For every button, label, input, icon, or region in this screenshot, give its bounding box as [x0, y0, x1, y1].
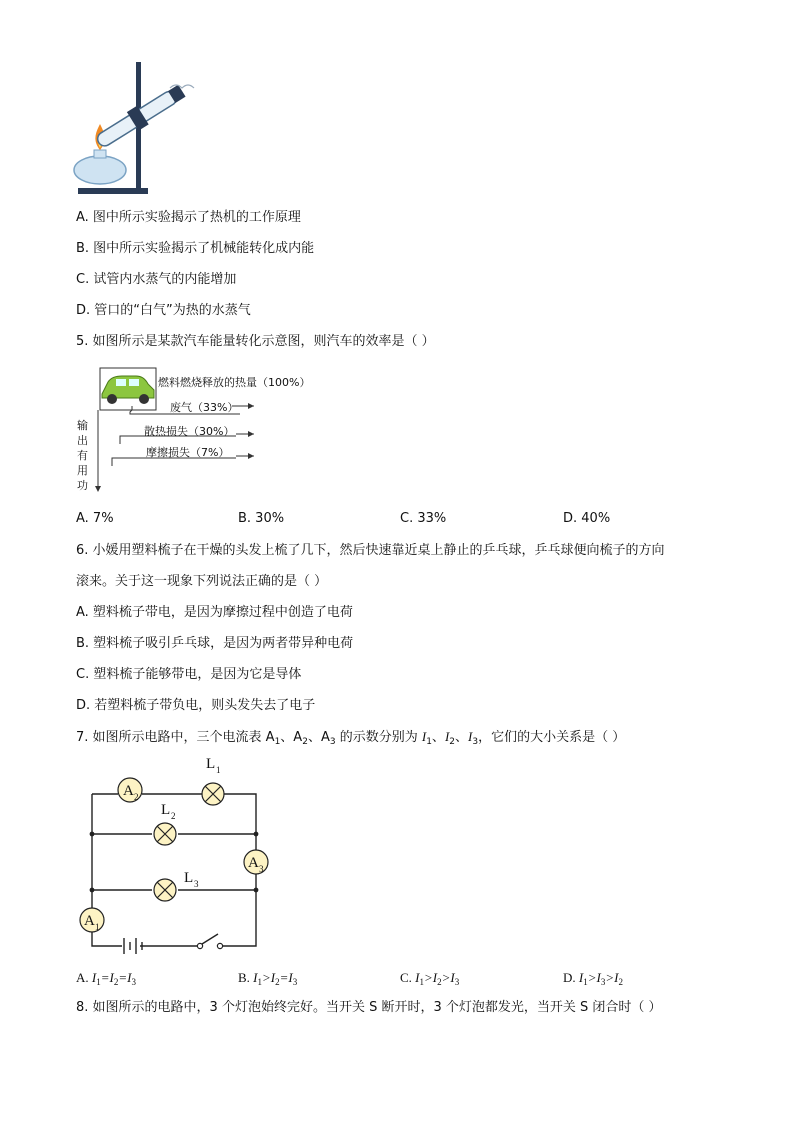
q7-option-c: C. $I_1>I_2>I_3$	[400, 970, 460, 987]
circuit-diagram-q7	[74, 750, 274, 960]
q5-option-b: B. 30%	[238, 511, 285, 526]
node-dot	[254, 888, 259, 893]
q6-option-a: A. 塑料梳子带电，是因为摩擦过程中创造了电荷	[76, 605, 353, 620]
lamp-l3	[154, 870, 199, 901]
friction-arrowhead-icon	[248, 453, 254, 459]
heat-loss-label: 散热损失（30%）	[144, 425, 235, 438]
q6-option-d: D. 若塑料梳子带负电，则头发失去了电子	[76, 698, 316, 713]
friction-label: 摩擦损失（7%）	[146, 446, 230, 459]
svg-text:1: 1	[216, 765, 221, 775]
useful-work-char: 功	[77, 479, 88, 492]
svg-text:A: A	[248, 855, 259, 871]
q7-option-d: D. $I_1>I_3>I_2$	[563, 970, 623, 987]
svg-text:1: 1	[95, 922, 100, 932]
q4-option-b: B. 图中所示实验揭示了机械能转化成内能	[76, 241, 315, 256]
exhaust-arrowhead-icon	[248, 403, 254, 409]
svg-text:2: 2	[171, 811, 176, 821]
friction-bracket	[112, 458, 236, 466]
q7-option-b: B. $I_1>I_2=I_3$	[238, 970, 298, 987]
ammeter-a3	[244, 850, 268, 874]
svg-text:2: 2	[134, 792, 139, 802]
q8-stem: 8. 如图所示的电路中，3 个灯泡始终完好。当开关 S 断开时，3 个灯泡都发光，当开关 S 闭合时（ ）	[76, 1000, 662, 1015]
useful-work-char: 用	[77, 464, 88, 477]
q7-option-a: A. $I_1=I_2=I_3$	[76, 970, 136, 987]
q4-option-d: D. 管口的“白气”为热的水蒸气	[76, 303, 251, 318]
svg-text:3: 3	[259, 864, 264, 874]
node-dot	[90, 832, 95, 837]
q7-stem: 7. 如图所示电路中，三个电流表 $A_1$、$A_2$、$A_3$ 的示数分别为 $I_1$、$I_2$、$I_3$，它们的大小关系是（ ）	[76, 729, 626, 747]
steam-icon	[170, 85, 194, 88]
svg-text:L: L	[161, 802, 171, 818]
svg-text:L: L	[206, 756, 216, 772]
node-dot	[254, 832, 259, 837]
q5-stem: 5. 如图所示是某款汽车能量转化示意图，则汽车的效率是（ ）	[76, 334, 435, 349]
switch-icon	[197, 934, 222, 949]
ammeter-a2	[118, 778, 142, 802]
battery-icon	[124, 938, 142, 954]
node-dot	[90, 888, 95, 893]
q4-option-a: A. 图中所示实验揭示了热机的工作原理	[76, 210, 301, 225]
q5-option-a: A. 7%	[76, 511, 114, 526]
useful-work-char: 有	[77, 449, 88, 462]
lamp-l1	[202, 756, 224, 805]
svg-text:3: 3	[194, 879, 199, 889]
q6-option-c: C. 塑料梳子能够带电，是因为它是导体	[76, 667, 302, 682]
useful-work-char: 输	[77, 419, 88, 432]
svg-text:L: L	[184, 870, 194, 886]
svg-text:A: A	[123, 783, 134, 799]
lamp-neck	[94, 150, 106, 158]
lamp-body	[74, 156, 126, 184]
ammeter-a1	[80, 908, 104, 932]
useful-work-char: 出	[77, 434, 88, 447]
q6-stem-line2: 滚来。关于这一现象下列说法正确的是（ ）	[76, 574, 328, 589]
test-tube-heating-figure	[70, 58, 200, 200]
q5-option-c: C. 33%	[400, 511, 447, 526]
fuel-label: 燃料燃烧释放的热量（100%）	[158, 376, 311, 389]
heat-loss-arrowhead-icon	[248, 431, 254, 437]
q5-option-d: D. 40%	[563, 511, 611, 526]
exhaust-label: 废气（33%）	[170, 401, 239, 414]
q6-option-b: B. 塑料梳子吸引乒乓球，是因为两者带异种电荷	[76, 636, 354, 651]
useful-work-arrowhead-icon	[95, 486, 101, 492]
q4-option-c: C. 试管内水蒸气的内能增加	[76, 272, 237, 287]
svg-text:A: A	[84, 913, 95, 929]
q6-stem-line1: 6. 小媛用塑料梳子在干燥的头发上梳了几下，然后快速靠近桌上静止的乒乓球，乒乓球便向梳子的方向	[76, 543, 665, 558]
lamp-l2	[154, 802, 176, 845]
wire-right	[222, 862, 256, 946]
car-energy-diagram	[72, 366, 311, 498]
